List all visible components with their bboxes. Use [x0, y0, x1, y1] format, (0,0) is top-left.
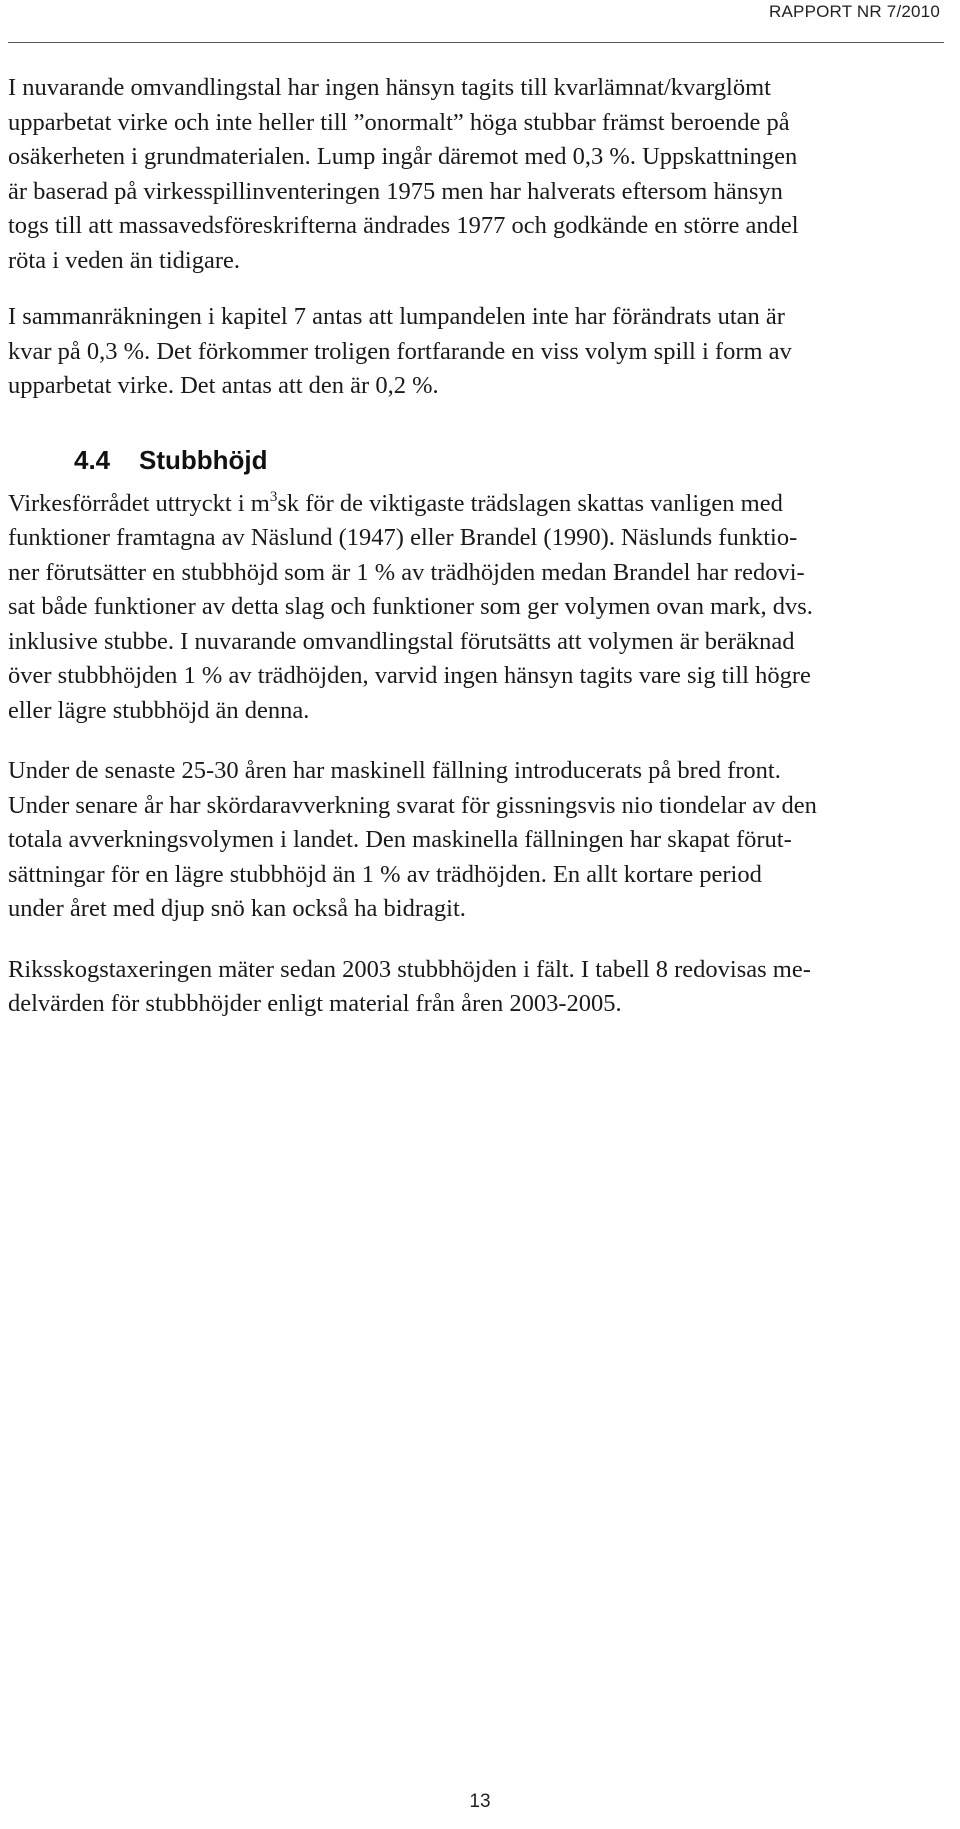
paragraph-virkesforradet-start: Virkesförrådet uttryckt i m [8, 489, 270, 517]
paragraph-maskinell-fallning: Under de senaste 25-30 åren har maskinell fällning introducerats på bred front. Under senare år har skördaravverkning svarat för gissningsvis nio tiondelar av den totala avverkningsvolymen i landet. Den maskinella fällningen har skapat förut- sättningar för en lägre stubbhöjd än 1 % av trädhöjden. En allt kortare period under året med djup snö kan också ha bidragit. [8, 757, 817, 922]
superscript-exponent: 3 [269, 488, 278, 505]
paragraph-sammanrakningen: I sammanräkningen i kapitel 7 antas att lumpandelen inte har förändrats utan är kvar på 0,3 %. Det förkommer troligen fortfarande en viss volym spill i form av upparbetat virke. Det antas att den är 0,2 %. [8, 303, 792, 399]
section-heading [8, 440, 953, 480]
page-number: 13 [469, 1791, 491, 1812]
paragraph-omvandlingstal: I nuvarande omvandlingstal har ingen hänsyn tagits till kvarlämnat/kvarglömt upparbetat virke och inte heller till ”onormalt” höga stubbar främst beroende på osäkerheten i grundmaterialen. Lump ingår däremot med 0,3 %. Uppskattningen är baserad på virkesspillinventeringen 1975 men har halverats eftersom hänsyn togs till att massavedsföreskrifterna ändrades 1977 och godkände en större andel röta i veden än tidigare. [8, 74, 799, 274]
section-title: Stubbhöjd [139, 444, 268, 475]
report-header-label: RAPPORT NR 7/2010 [769, 2, 940, 21]
page-content [8, 71, 953, 1048]
paragraph-riksskogstaxeringen: Riksskogstaxeringen mäter sedan 2003 stubbhöjden i fält. I tabell 8 redovisas me- delvärden för stubbhöjder enligt material från åren 2003-2005. [8, 955, 811, 1017]
section-number: 4.4 [74, 444, 111, 475]
paragraph-virkesforradet [8, 487, 953, 729]
paragraph-virkesforradet-rest: sk för de viktigaste trädslagen skattas vanligen med funktioner framtagna av Näslund (1947) eller Brandel (1990). Näslunds funktio- ner förutsätter en stubbhöjd som är 1 % av trädhöjden medan Brandel har redovi- sat både funktioner av detta slag och funktioner som ger volymen ovan mark, dvs. inklusive stubbe. I nuvarande omvandlingstal förutsätts att volymen är beräknad över stubbhöjden 1 % av trädhöjden, varvid ingen hänsyn tagits vare sig till högre eller lägre stubbhöjd än denna. [8, 489, 813, 724]
header-rule [8, 42, 944, 43]
